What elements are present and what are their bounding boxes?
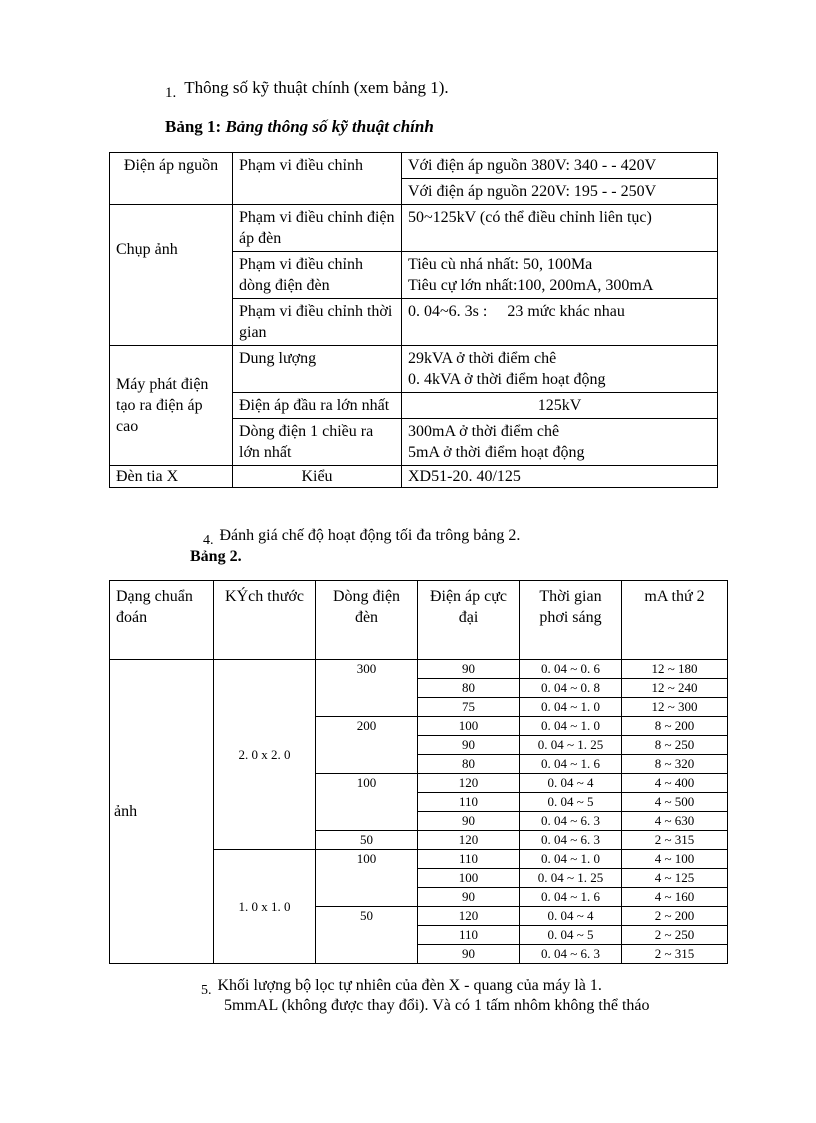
kv-cell: 100 [418, 869, 520, 888]
value-line: 0. 4kVA ở thời điểm hoạt động [408, 371, 606, 388]
mas-cell: 12 ~ 240 [622, 679, 728, 698]
time-cell: 0. 04 ~ 6. 3 [520, 945, 622, 964]
current-cell: 100 [316, 774, 418, 831]
value-cell: Với điện áp nguồn 380V: 340 - - 420V [402, 153, 718, 179]
kv-cell: 110 [418, 793, 520, 812]
item-text: Khối lượng bộ lọc tự nhiên của đèn X - quang của máy là 1. [217, 977, 602, 994]
kv-cell: 120 [418, 907, 520, 926]
table-row [110, 466, 718, 488]
item-number: 1. [165, 85, 177, 101]
item-1 [165, 78, 449, 101]
table-row [110, 346, 718, 393]
size-cell: 1. 0 x 1. 0 [214, 850, 316, 964]
value-line: Tiêu cự lớn nhất:100, 200mA, 300mA [408, 277, 654, 294]
time-cell: 0. 04 ~ 4 [520, 774, 622, 793]
item-5 [201, 974, 602, 998]
time-cell: 0. 04 ~ 1. 0 [520, 850, 622, 869]
item-number: 4. [203, 533, 214, 548]
mas-cell: 8 ~ 200 [622, 717, 728, 736]
value-cell [402, 419, 718, 466]
table-row [110, 660, 728, 679]
param-cell: Phạm vi điều chỉnh điện áp đèn [233, 205, 402, 252]
group-cell: Điện áp nguồn [110, 153, 233, 205]
param-cell: Kiểu [233, 466, 402, 488]
current-cell: 50 [316, 831, 418, 850]
header-cell: Thời gian phơi sáng [520, 581, 622, 660]
time-cell: 0. 04 ~ 1. 25 [520, 736, 622, 755]
item-5-continuation: 5mmAL (không được thay đổi). Và có 1 tấm nhôm không thể tháo [224, 997, 650, 1014]
time-cell: 0. 04 ~ 6. 3 [520, 831, 622, 850]
kv-cell: 120 [418, 831, 520, 850]
time-cell: 0. 04 ~ 5 [520, 926, 622, 945]
current-cell: 100 [316, 850, 418, 907]
mas-cell: 4 ~ 100 [622, 850, 728, 869]
kv-cell: 80 [418, 755, 520, 774]
kv-cell: 80 [418, 679, 520, 698]
kv-cell: 110 [418, 850, 520, 869]
kv-cell: 90 [418, 945, 520, 964]
time-cell: 0. 04 ~ 5 [520, 793, 622, 812]
time-cell: 0. 04 ~ 6. 3 [520, 812, 622, 831]
mas-cell: 4 ~ 630 [622, 812, 728, 831]
mas-cell: 2 ~ 315 [622, 945, 728, 964]
value-cell: 50~125kV (có thể điều chỉnh liên tục) [402, 205, 718, 252]
value-cell: 125kV [402, 393, 718, 419]
value-line: 29kVA ở thời điểm chê [408, 350, 557, 367]
caption-label: Bảng 1 [165, 117, 216, 136]
table2-caption: Bảng 2. [190, 548, 242, 565]
value-cell [402, 252, 718, 299]
mode-table [109, 580, 728, 964]
kv-cell: 75 [418, 698, 520, 717]
time-cell: 0. 04 ~ 0. 6 [520, 660, 622, 679]
mas-cell: 4 ~ 125 [622, 869, 728, 888]
mas-cell: 2 ~ 250 [622, 926, 728, 945]
header-cell: Điện áp cực đại [418, 581, 520, 660]
header-cell: mA thứ 2 [622, 581, 728, 660]
time-cell: 0. 04 ~ 1. 6 [520, 888, 622, 907]
header-cell: KÝch thước [214, 581, 316, 660]
mas-cell: 2 ~ 315 [622, 831, 728, 850]
header-cell: Dạng chuẩn đoán [110, 581, 214, 660]
time-cell: 0. 04 ~ 0. 8 [520, 679, 622, 698]
value-line: 5mA ở thời điểm hoạt động [408, 444, 585, 461]
header-row [110, 581, 728, 660]
kv-cell: 90 [418, 888, 520, 907]
kv-cell: 90 [418, 660, 520, 679]
value-cell: 0. 04~6. 3s : 23 mức khác nhau [402, 299, 718, 346]
mas-cell: 12 ~ 300 [622, 698, 728, 717]
caption-title: Bảng thông số kỹ thuật chính [225, 117, 434, 136]
item-text: Thông số kỹ thuật chính (xem bảng 1). [184, 78, 449, 97]
mas-cell: 2 ~ 200 [622, 907, 728, 926]
current-cell: 300 [316, 660, 418, 717]
table1-caption [165, 117, 434, 137]
caption-sep: : [215, 117, 226, 136]
param-cell: Dung lượng [233, 346, 402, 393]
kv-cell: 110 [418, 926, 520, 945]
mode-cell: ảnh [110, 660, 214, 964]
group-cell: Chụp ảnh [110, 205, 233, 346]
header-cell: Dòng điện đèn [316, 581, 418, 660]
current-cell: 200 [316, 717, 418, 774]
mas-cell: 4 ~ 160 [622, 888, 728, 907]
param-cell: Dòng điện 1 chiều ra lớn nhất [233, 419, 402, 466]
value-cell [402, 346, 718, 393]
table-row [110, 153, 718, 179]
param-cell: Phạm vi điều chỉnh [233, 153, 402, 205]
value-line: Tiêu cù nhá nhất: 50, 100Ma [408, 256, 593, 273]
size-cell: 2. 0 x 2. 0 [214, 660, 316, 850]
item-number: 5. [201, 983, 212, 998]
group-cell: Máy phát điện tạo ra điện áp cao [110, 346, 233, 466]
kv-cell: 120 [418, 774, 520, 793]
time-cell: 0. 04 ~ 1. 25 [520, 869, 622, 888]
mas-cell: 4 ~ 500 [622, 793, 728, 812]
current-cell: 50 [316, 907, 418, 964]
value-cell: XD51-20. 40/125 [402, 466, 718, 488]
mas-cell: 8 ~ 250 [622, 736, 728, 755]
kv-cell: 100 [418, 717, 520, 736]
group-cell: Đèn tia X [110, 466, 233, 488]
kv-cell: 90 [418, 736, 520, 755]
param-cell: Phạm vi điều chỉnh dòng điện đèn [233, 252, 402, 299]
mas-cell: 8 ~ 320 [622, 755, 728, 774]
item-text: Đánh giá chế độ hoạt động tối đa trông bảng 2. [219, 527, 521, 544]
item-4 [203, 527, 521, 548]
value-line: 300mA ở thời điểm chê [408, 423, 560, 440]
mas-cell: 12 ~ 180 [622, 660, 728, 679]
kv-cell: 90 [418, 812, 520, 831]
time-cell: 0. 04 ~ 1. 6 [520, 755, 622, 774]
param-cell: Phạm vi điều chỉnh thời gian [233, 299, 402, 346]
value-cell: Với điện áp nguồn 220V: 195 - - 250V [402, 179, 718, 205]
time-cell: 0. 04 ~ 1. 0 [520, 698, 622, 717]
table-row [110, 205, 718, 252]
param-cell: Điện áp đầu ra lớn nhất [233, 393, 402, 419]
time-cell: 0. 04 ~ 1. 0 [520, 717, 622, 736]
mas-cell: 4 ~ 400 [622, 774, 728, 793]
spec-table [109, 152, 718, 488]
time-cell: 0. 04 ~ 4 [520, 907, 622, 926]
